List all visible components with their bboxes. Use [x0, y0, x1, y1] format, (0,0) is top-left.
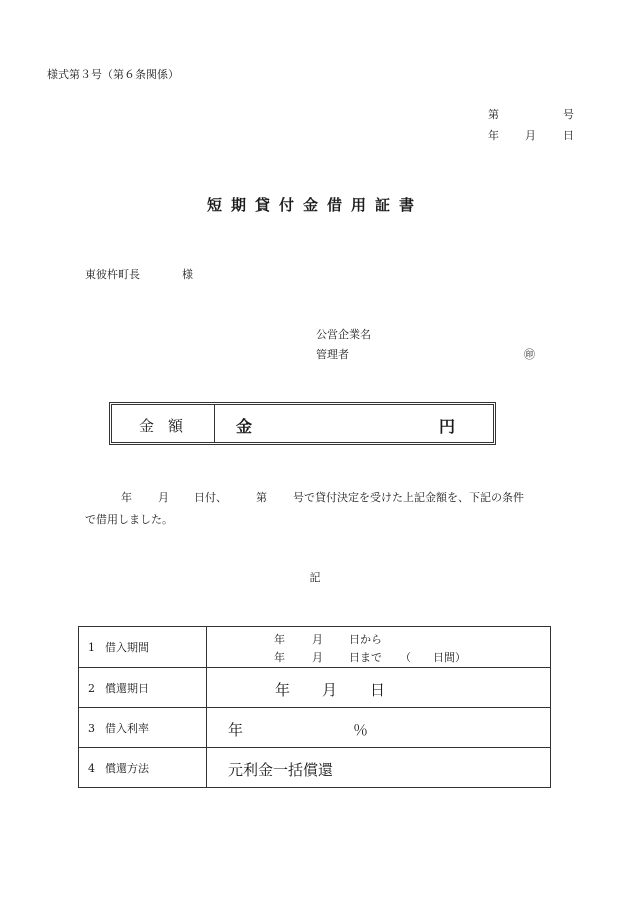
document-title: 短期貸付金借用証書: [206, 196, 423, 214]
body-year: 年: [121, 491, 132, 504]
period-from-line: [207, 629, 550, 647]
period-days-open: （: [400, 651, 411, 664]
row-number: 3: [88, 721, 95, 735]
row-number: 2: [88, 681, 95, 695]
period-from-month: 月: [312, 633, 323, 646]
interest-rate-prefix: 年: [228, 721, 244, 739]
repayment-method-label: 償還方法: [105, 761, 149, 775]
form-number: 様式第３号（第６条関係）: [47, 68, 179, 81]
document-date-day: 日: [563, 129, 574, 142]
terms-table: [78, 626, 551, 788]
document-date-year: 年: [488, 129, 499, 142]
period-to-month: 月: [312, 651, 323, 664]
table-row: [79, 668, 551, 708]
period-from-year: 年: [274, 633, 285, 646]
row-number: 1: [88, 641, 95, 654]
repayment-method-value-cell: [207, 748, 551, 788]
body-text-line2: で借用しました。: [85, 513, 173, 526]
amount-unit: 円: [439, 417, 456, 436]
period-days: 日間）: [433, 651, 466, 664]
amount-prefix: 金: [236, 417, 253, 436]
amount-divider: [214, 405, 215, 442]
repayment-method-value: 元利金一括償還: [228, 761, 334, 779]
repayment-date-label-cell: [79, 668, 207, 708]
body-day: 日付、: [194, 491, 227, 504]
document-date-month: 月: [525, 129, 536, 142]
interest-rate-label-cell: [79, 708, 207, 748]
table-row: [79, 708, 551, 748]
period-to-line: [207, 647, 550, 665]
seal-mark: ㊞: [524, 348, 535, 361]
period-value-cell: [207, 627, 551, 668]
repayment-year: 年: [275, 681, 291, 699]
period-to-day: 日まで: [349, 651, 382, 664]
document-number-prefix: 第: [488, 108, 499, 121]
body-month: 月: [158, 491, 169, 504]
document-number-suffix: 号: [563, 108, 574, 121]
repayment-day: 日: [370, 681, 386, 699]
period-from-day: 日から: [349, 633, 382, 646]
company-name-label: 公営企業名: [316, 328, 371, 341]
ki-heading: 記: [309, 571, 321, 584]
body-text-rest: 号で貸付決定を受けた上記金額を、下記の条件: [293, 491, 524, 504]
body-number-prefix: 第: [256, 491, 267, 504]
repayment-month: 月: [322, 681, 338, 699]
interest-rate-value-cell: [207, 708, 551, 748]
period-to-year: 年: [274, 651, 285, 664]
repayment-date-value-cell: [207, 668, 551, 708]
period-label-cell: [79, 627, 207, 668]
interest-rate-label: 借入利率: [105, 721, 149, 735]
manager-label: 管理者: [316, 348, 349, 361]
amount-label: 金額: [138, 417, 197, 435]
repayment-method-label-cell: [79, 748, 207, 788]
row-number: 4: [88, 761, 95, 775]
table-row: [79, 748, 551, 788]
period-label: 借入期間: [105, 641, 149, 654]
addressee-name: 東彼杵町長: [85, 268, 140, 281]
addressee-honorific: 様: [182, 268, 193, 281]
repayment-date-label: 償還期日: [105, 681, 149, 695]
table-row: [79, 627, 551, 668]
interest-rate-unit: ％: [353, 721, 369, 739]
amount-box: [109, 402, 496, 445]
